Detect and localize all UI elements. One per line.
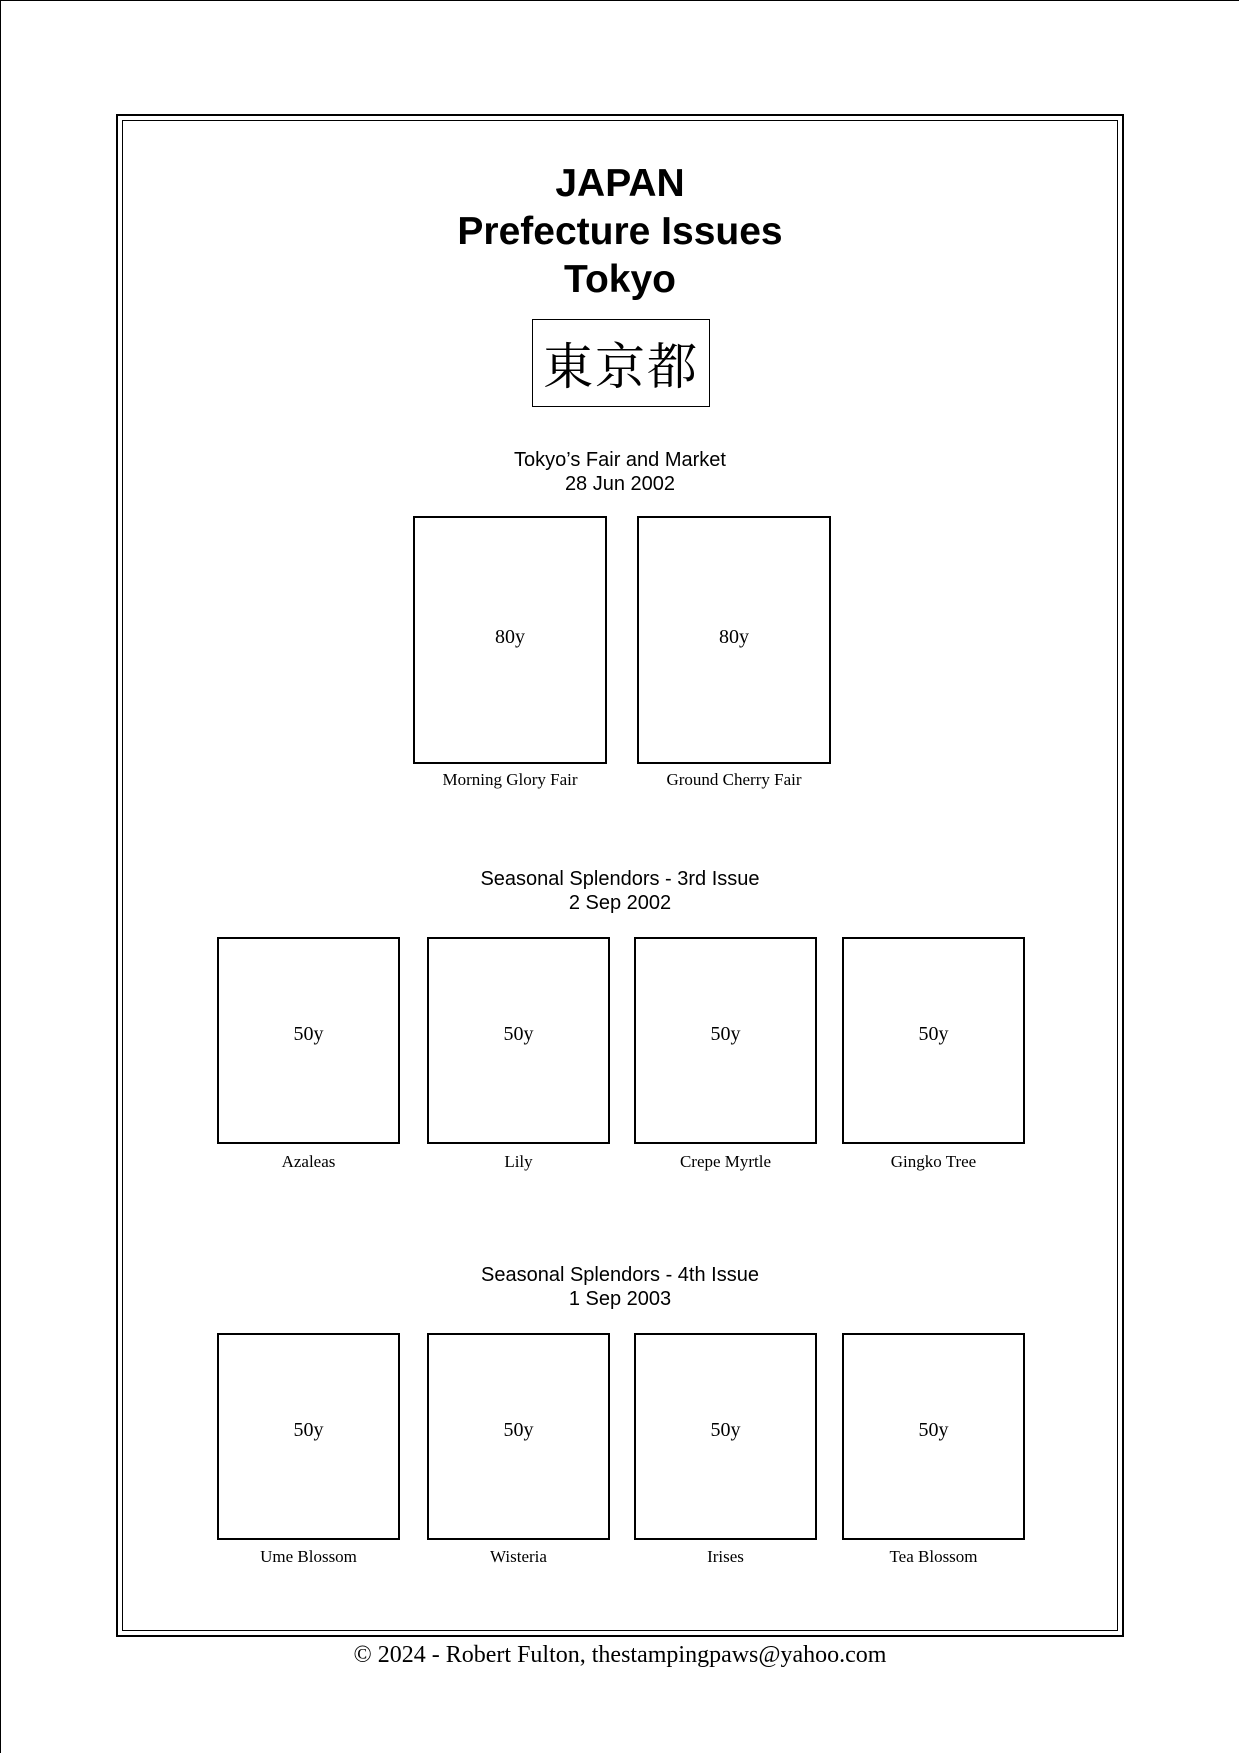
- stamp-space: [413, 516, 607, 764]
- stamp-value: 50y: [710, 1023, 741, 1045]
- stamp-space: [842, 1333, 1025, 1540]
- stamp-space: [842, 937, 1025, 1144]
- kanji-label-box: [532, 319, 710, 407]
- stamp-space: [634, 937, 817, 1144]
- kanji-label: 東京都: [543, 338, 699, 396]
- stamp-caption: Irises: [707, 1547, 744, 1566]
- stamp-value: 50y: [918, 1419, 949, 1441]
- footer-copyright: © 2024 - Robert Fulton, thestampingpaws@yahoo.com: [353, 1642, 887, 1668]
- stamp-value: 80y: [495, 626, 525, 648]
- stamp-caption: Crepe Myrtle: [679, 1152, 772, 1171]
- stamp-space: [637, 516, 831, 764]
- stamp-caption: Ground Cherry Fair: [666, 770, 802, 789]
- stamp-caption: Gingko Tree: [890, 1152, 977, 1171]
- section-3-title: Seasonal Splendors - 4th Issue: [481, 1264, 759, 1286]
- stamp-value: 50y: [293, 1023, 324, 1045]
- stamp-space: [217, 1333, 400, 1540]
- stamp-space: [217, 937, 400, 1144]
- stamp-value: 50y: [918, 1023, 949, 1045]
- section-1-date: 28 Jun 2002: [564, 473, 676, 495]
- section-2-date: 2 Sep 2002: [568, 892, 672, 914]
- stamp-caption: Tea Blossom: [889, 1547, 978, 1566]
- stamp-value: 50y: [503, 1419, 534, 1441]
- page-title-country: JAPAN: [555, 162, 685, 205]
- stamp-space: [634, 1333, 817, 1540]
- stamp-value: 80y: [719, 626, 749, 648]
- stamp-caption: Morning Glory Fair: [442, 770, 578, 789]
- stamp-value: 50y: [710, 1419, 741, 1441]
- page-title-series: Prefecture Issues: [457, 210, 783, 253]
- stamp-caption: Lily: [504, 1152, 533, 1171]
- stamp-value: 50y: [293, 1419, 324, 1441]
- section-2-title: Seasonal Splendors - 3rd Issue: [480, 868, 760, 890]
- page-title-prefecture: Tokyo: [564, 258, 676, 301]
- stamp-caption: Wisteria: [490, 1547, 547, 1566]
- section-3-date: 1 Sep 2003: [568, 1288, 672, 1310]
- stamp-space: [427, 937, 610, 1144]
- stamp-caption: Ume Blossom: [260, 1547, 357, 1566]
- stamp-caption: Azaleas: [281, 1152, 336, 1171]
- section-1-title: Tokyo’s Fair and Market: [514, 449, 726, 471]
- stamp-space: [427, 1333, 610, 1540]
- stamp-value: 50y: [503, 1023, 534, 1045]
